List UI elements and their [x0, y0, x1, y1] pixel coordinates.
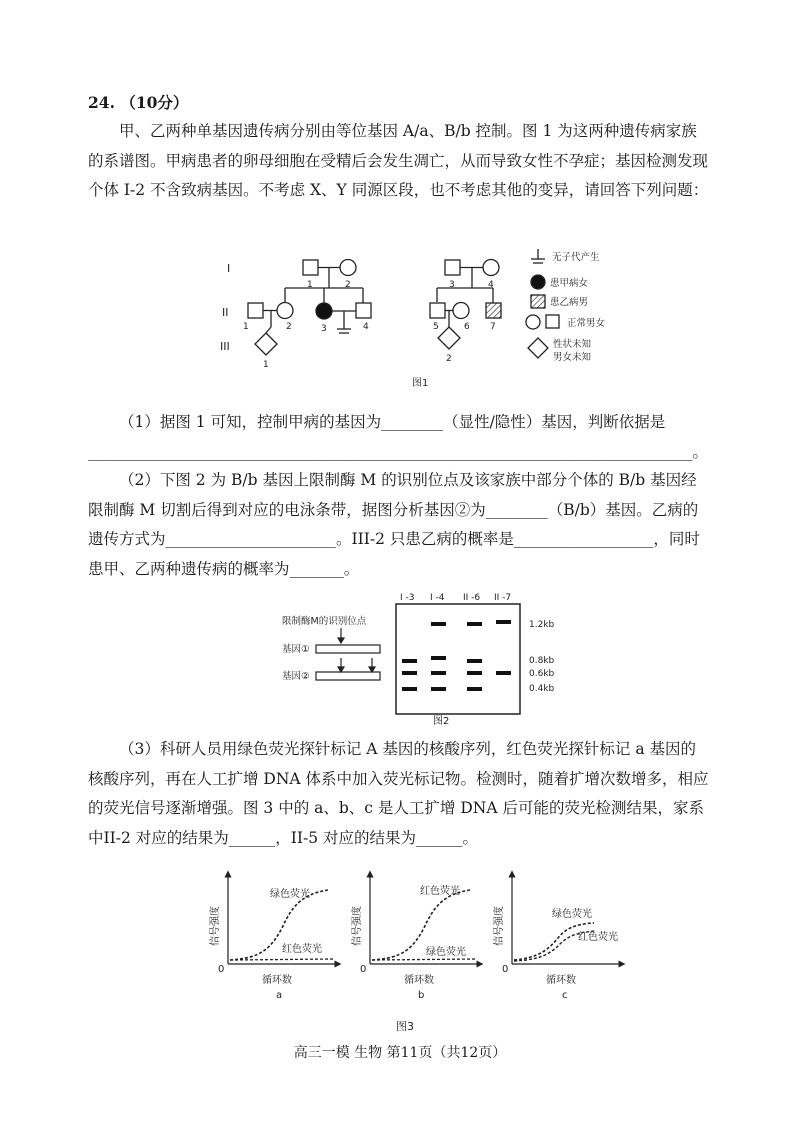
- panel-b: [350, 874, 480, 1001]
- svg-text:信号强度: 信号强度: [352, 906, 363, 946]
- panel-a: [208, 874, 338, 1001]
- legend-affected-female-icon: [531, 275, 545, 289]
- svg-text:4: 4: [363, 322, 369, 332]
- band-i4-1.2: [431, 622, 446, 626]
- band-i4-0.4: [431, 687, 446, 691]
- svg-text:I -3: I -3: [400, 593, 415, 603]
- svg-text:正常男女: 正常男女: [567, 318, 606, 329]
- gene1-label: 基因①: [282, 644, 310, 655]
- band-i3-0.4: [402, 687, 417, 691]
- iii1-unknown: [255, 333, 277, 355]
- i4-female: [483, 260, 499, 276]
- svg-text:红色荧光: 红色荧光: [282, 944, 322, 955]
- svg-text:0.8kb: 0.8kb: [529, 656, 555, 666]
- question-part-3: （3）科研人员用绿色荧光探针标记 A 基因的核酸序列，红色荧光探针标记 a 基因的核酸序列，再在人工扩增 DNA 体系中加入荧光标记物。检测时，随着扩增次数增多，相应的荧光信号逐渐增强。图 3 中的 a、b、c 是人工扩增 DNA 后可能的荧光检测结果，家系中II-2 对应的结果为______，II-5 对应的结果为______。: [88, 740, 709, 847]
- svg-text:2: 2: [345, 280, 351, 290]
- svg-text:循环数: 循环数: [546, 975, 576, 986]
- ii6-female: [453, 303, 469, 319]
- svg-text:I -4: I -4: [430, 593, 445, 603]
- gene2-label: 基因②: [282, 671, 310, 682]
- svg-text:1: 1: [243, 322, 249, 332]
- i3-male: [445, 260, 460, 275]
- band-ii7-0.6: [496, 671, 511, 675]
- band-ii6-0.6: [467, 671, 482, 675]
- gene2-bar: [316, 672, 380, 680]
- band-i3-0.6: [402, 671, 417, 675]
- i1-male: [303, 260, 318, 275]
- electrophoresis-figure: [278, 590, 578, 730]
- i2-female: [340, 260, 356, 276]
- svg-text:循环数: 循环数: [404, 975, 434, 986]
- ii7-affected-male: [486, 303, 501, 318]
- svg-text:3: 3: [321, 324, 327, 334]
- svg-text:患乙病男: 患乙病男: [550, 297, 589, 308]
- band-i4-0.6: [431, 671, 446, 675]
- gene1-bar: [316, 645, 380, 653]
- svg-text:男女未知: 男女未知: [553, 352, 592, 363]
- svg-text:3: 3: [449, 280, 455, 290]
- svg-text:患甲病女: 患甲病女: [550, 278, 589, 289]
- question-part-1: （1）据图 1 可知，控制甲病的基因为________（显性/隐性）基因，判断依据是______________________________________________________________________________。: [88, 413, 709, 461]
- panel-b-green-curve: [372, 959, 477, 960]
- svg-text:1: 1: [307, 280, 313, 290]
- fig3-caption: 图3: [396, 1020, 414, 1033]
- iii2-unknown: [438, 327, 460, 349]
- svg-text:b: b: [418, 990, 425, 1001]
- question-number: 24. （10分）: [88, 93, 189, 112]
- ii5-male: [430, 303, 445, 318]
- svg-text:0.6kb: 0.6kb: [529, 669, 555, 679]
- svg-text:II -7: II -7: [494, 593, 512, 603]
- legend-affected-male-icon: [531, 295, 545, 308]
- svg-text:2: 2: [286, 322, 292, 332]
- gen-label-iii: III: [220, 340, 230, 353]
- svg-text:信号强度: 信号强度: [494, 906, 505, 946]
- band-i4-0.8: [431, 656, 446, 660]
- svg-text:0: 0: [218, 964, 225, 975]
- legend-normal-female-icon: [526, 315, 540, 329]
- legend-unknown-icon: [528, 338, 548, 358]
- gen-label-i: I: [227, 262, 231, 275]
- fig1-caption: 图1: [412, 378, 429, 389]
- question-intro: 甲、乙两种单基因遗传病分别由等位基因 A/a、B/b 控制。图 1 为这两种遗传病家族的系谱图。甲病患者的卵母细胞在受精后会发生凋亡，从而导致女性不孕症；基因检测发现个体 I-2 不含致病基因。不考虑 X、Y 同源区段，也不考虑其他的变异，请回答下列问题：: [88, 122, 709, 199]
- svg-text:0: 0: [360, 964, 367, 975]
- site-label: 限制酶M的识别位点: [282, 616, 367, 627]
- ii2-female: [277, 303, 293, 319]
- gen-label-ii: II: [222, 306, 229, 319]
- svg-text:6: 6: [464, 322, 470, 332]
- page-footer: 高三一模 生物 第11页（共12页）: [293, 1045, 507, 1061]
- svg-text:5: 5: [433, 322, 439, 332]
- fig2-caption: 图2: [433, 716, 450, 727]
- svg-text:绿色荧光: 绿色荧光: [552, 909, 592, 920]
- ii4-male: [356, 303, 371, 318]
- svg-text:2: 2: [446, 354, 452, 364]
- svg-text:红色荧光: 红色荧光: [420, 886, 460, 897]
- band-ii6-0.8: [467, 659, 482, 663]
- svg-text:0: 0: [502, 964, 509, 975]
- svg-text:7: 7: [490, 322, 496, 332]
- svg-text:无子代产生: 无子代产生: [552, 252, 600, 263]
- svg-text:绿色荧光: 绿色荧光: [426, 947, 466, 958]
- band-i3-0.8: [402, 659, 417, 663]
- gel-bands: [402, 620, 511, 691]
- svg-text:信号强度: 信号强度: [210, 906, 221, 946]
- band-ii6-0.4: [467, 687, 482, 691]
- band-ii6-1.2: [467, 622, 482, 626]
- svg-text:c: c: [562, 990, 568, 1001]
- band-ii7-1.2: [496, 620, 511, 624]
- question-part-2: （2）下图 2 为 B/b 基因上限制酶 M 的识别位点及该家族中部分个体的 B/b 基因经限制酶 M 切割后得到对应的电泳条带，据图分析基因②为________（B/b）基因。乙病的遗传方式为______________________。III-2 只患乙病的概率是__________________，同时患甲、乙两种遗传病的概率为_______。: [88, 471, 700, 578]
- ii3-affected-female: [316, 303, 332, 319]
- ii1-male: [248, 303, 263, 318]
- svg-text:1.2kb: 1.2kb: [529, 620, 555, 630]
- svg-text:4: 4: [488, 280, 494, 290]
- svg-text:循环数: 循环数: [262, 975, 292, 986]
- legend-normal-male-icon: [546, 315, 559, 328]
- svg-text:0.4kb: 0.4kb: [529, 684, 555, 694]
- svg-text:1: 1: [263, 360, 269, 370]
- svg-text:性状未知: 性状未知: [553, 339, 592, 350]
- panel-c: [492, 874, 622, 1001]
- svg-text:红色荧光: 红色荧光: [578, 932, 618, 943]
- pedigree-figure: [215, 245, 635, 393]
- svg-text:II -6: II -6: [463, 593, 481, 603]
- panel-a-red-curve: [230, 959, 335, 960]
- svg-text:绿色荧光: 绿色荧光: [270, 889, 310, 900]
- svg-text:a: a: [276, 990, 283, 1001]
- fluorescence-figure: [200, 868, 640, 1033]
